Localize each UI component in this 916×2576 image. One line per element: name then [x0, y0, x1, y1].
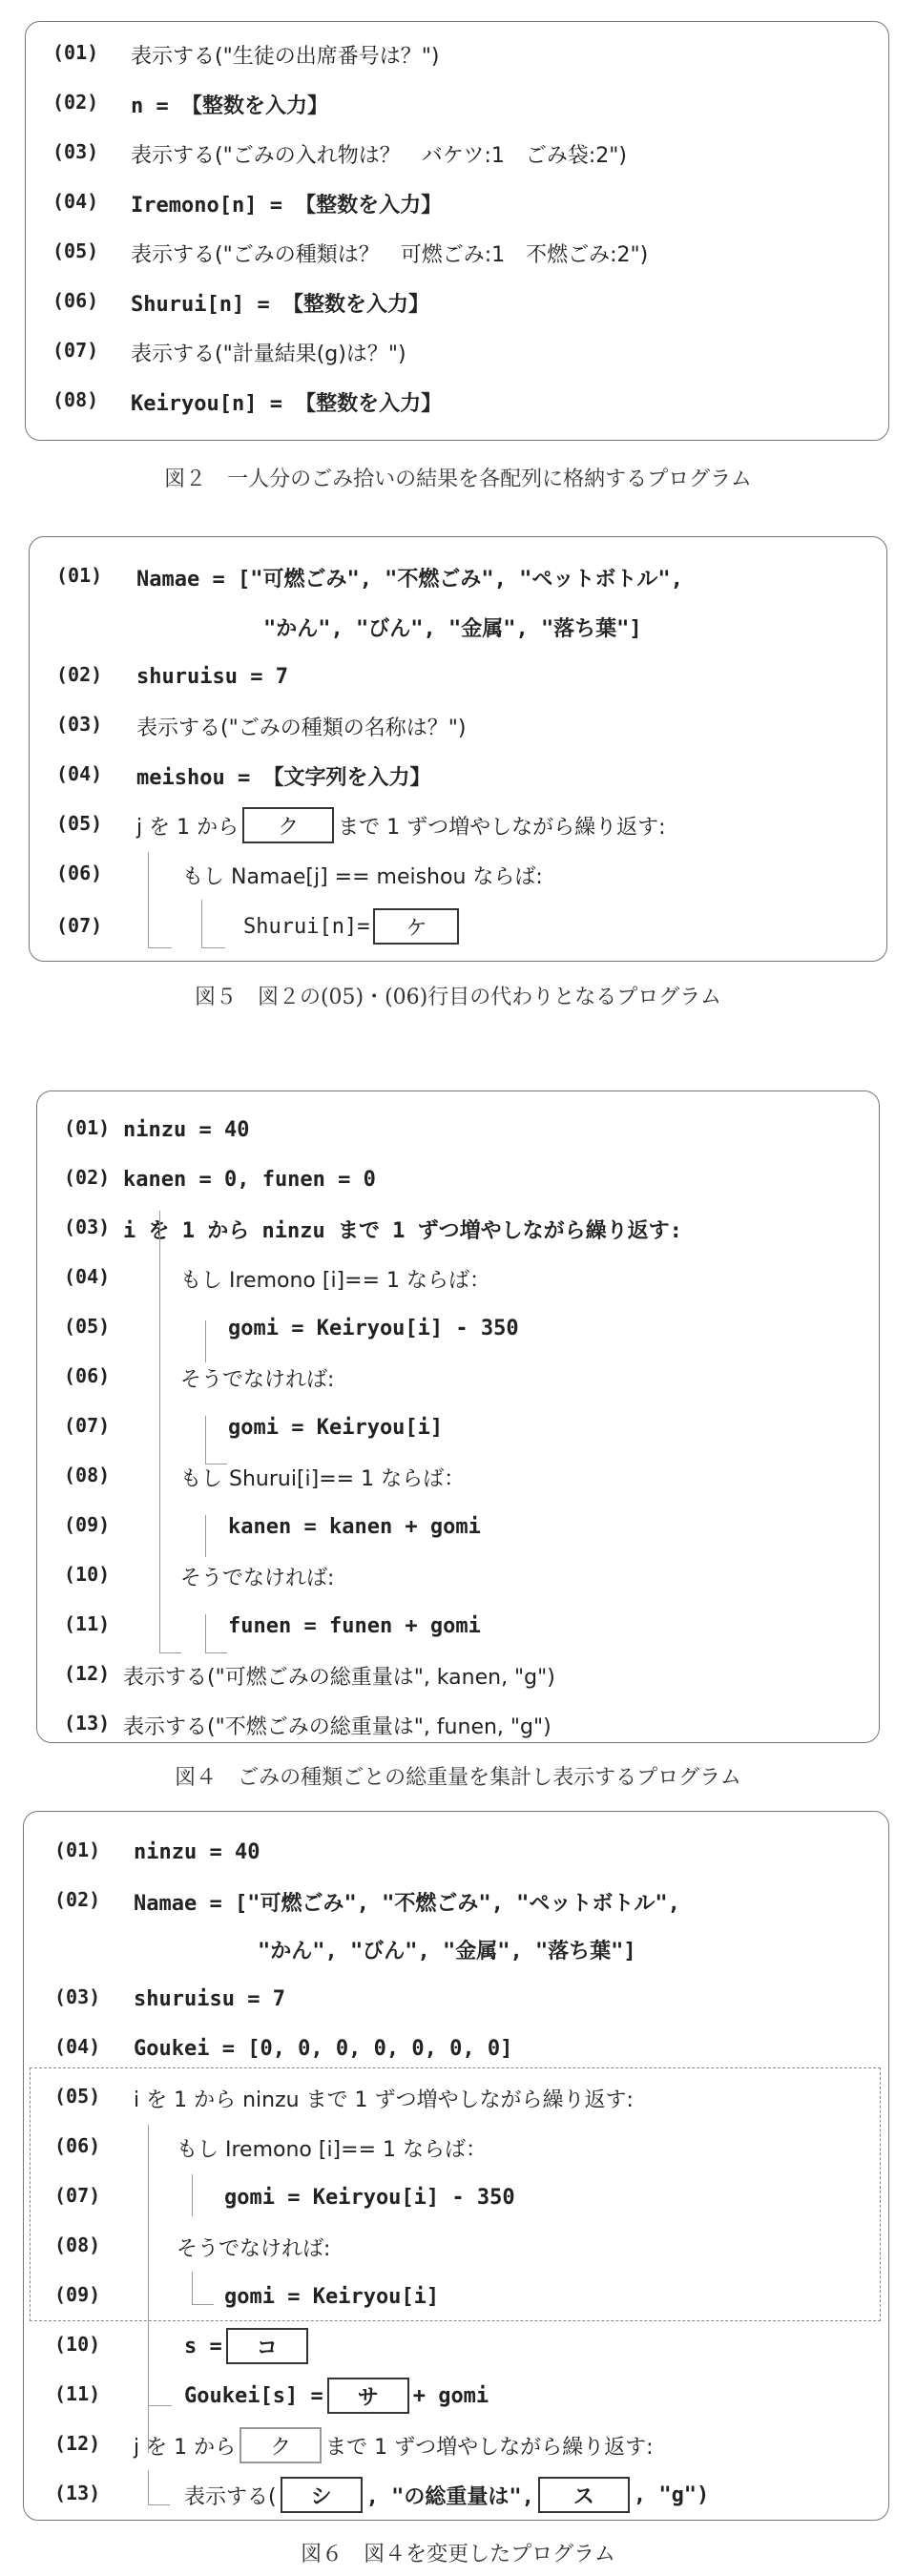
code-line: ninzu = 40 — [123, 1117, 250, 1142]
answer-box-sa: サ — [327, 2378, 409, 2414]
code-text: Shurui[n]= — [243, 914, 370, 939]
line-number: (02) — [52, 91, 99, 114]
code-text: j を 1 から — [136, 815, 239, 840]
code-line: Goukei = [0, 0, 0, 0, 0, 0, 0] — [134, 2036, 513, 2061]
line-number: (01) — [64, 1116, 111, 1139]
fig2-caption: 図２ 一人分のごみ拾いの結果を各配列に格納するプログラム — [164, 467, 752, 491]
line-number: (05) — [64, 1315, 111, 1338]
code-line: もし Shurui[i]== 1 ならば： — [180, 1466, 466, 1491]
code-line: 表示する("計量結果(g)は？") — [131, 342, 406, 366]
code-line: gomi = Keiryou[i] - 350 — [228, 1316, 519, 1340]
code-line: もし Iremono [i]== 1 ならば： — [177, 2137, 487, 2162]
code-line: kanen = 0, funen = 0 — [123, 1167, 376, 1192]
code-text: s = — [184, 2334, 222, 2358]
code-line: 表示する("ごみの種類の名称は？") — [136, 716, 467, 740]
code-line: shuruisu = 7 — [134, 1986, 285, 2011]
code-text: + gomi — [412, 2383, 489, 2408]
line-number: (08) — [54, 2233, 101, 2256]
code-line: ninzu = 40 — [134, 1839, 260, 1864]
line-number: (04) — [54, 2035, 101, 2058]
code-text: まで 1 ずつ増やしながら繰り返す: — [325, 2435, 654, 2460]
code-line: 表示する("生徒の出席番号は？") — [131, 44, 440, 69]
line-number: (03) — [52, 140, 99, 163]
code-text: , "g") — [633, 2483, 710, 2507]
line-number: (05) — [56, 812, 103, 835]
answer-box-ku: ク — [242, 807, 334, 843]
indent-guide — [205, 1416, 227, 1465]
fig5-caption: 図５ 図２の(05)・(06)行目の代わりとなるプログラム — [194, 986, 722, 1009]
line-number: (13) — [64, 1712, 111, 1735]
line-number: (12) — [64, 1662, 111, 1685]
indent-guide — [159, 1614, 181, 1653]
answer-box-ko: コ — [226, 2328, 308, 2364]
line-number: (12) — [54, 2432, 101, 2455]
code-line: もし Namae[j] == meishou ならば: — [182, 864, 543, 889]
code-line: Shurui[n] = 【整数を入力】 — [131, 292, 429, 317]
line-number: (05) — [52, 239, 99, 262]
code-line: Namae = ["可燃ごみ", "不燃ごみ", "ペットボトル", — [136, 567, 683, 592]
line-number: (04) — [56, 762, 103, 785]
code-line: もし Iremono [i]== 1 ならば： — [180, 1268, 490, 1293]
code-text: 表示する( — [184, 2484, 277, 2509]
line-number: (04) — [64, 1265, 111, 1288]
indent-guide — [201, 900, 225, 948]
code-line: i を 1 から ninzu まで 1 ずつ増やしながら繰り返す: — [134, 2088, 634, 2112]
line-number: (10) — [54, 2333, 101, 2356]
indent-guide — [159, 1211, 160, 1636]
indent-guide — [192, 2174, 193, 2216]
line-number: (07) — [56, 914, 103, 937]
line-number: (02) — [64, 1166, 111, 1189]
line-number: (09) — [64, 1513, 111, 1536]
code-line: gomi = Keiryou[i] — [228, 1415, 444, 1440]
code-line: funen = funen + gomi — [228, 1613, 481, 1638]
code-line: 表示する("ごみの入れ物は？ バケツ:1 ごみ袋:2") — [131, 143, 628, 168]
fig4-caption: 図４ ごみの種類ごとの総重量を集計し表示するプログラム — [175, 1766, 741, 1790]
code-line: gomi = Keiryou[i] — [224, 2284, 440, 2309]
answer-box-ke: ケ — [373, 908, 459, 945]
code-text: Goukei[s] = — [184, 2383, 323, 2408]
line-number: (06) — [56, 862, 103, 884]
line-number: (07) — [54, 2184, 101, 2207]
code-line: Iremono[n] = 【整数を入力】 — [131, 193, 443, 218]
line-number: (01) — [52, 41, 99, 64]
line-number: (13) — [54, 2482, 101, 2504]
code-line — [134, 2420, 654, 2470]
code-line: meishou = 【文字列を入力】 — [136, 765, 431, 790]
line-number: (06) — [52, 289, 99, 312]
indent-guide — [148, 2470, 170, 2505]
code-line — [136, 800, 666, 850]
line-number: (08) — [52, 388, 99, 411]
code-line: 表示する("不燃ごみの総重量は", funen, "g") — [123, 1714, 552, 1739]
code-line — [243, 902, 463, 951]
code-line: そうでなければ: — [177, 2236, 331, 2261]
fig2-code-panel — [25, 21, 889, 441]
code-line: i を 1 から ninzu まで 1 ずつ増やしながら繰り返す: — [123, 1218, 682, 1243]
code-line — [184, 2371, 489, 2420]
line-number: (03) — [64, 1215, 111, 1238]
line-number: (04) — [52, 190, 99, 213]
code-line: "かん", "びん", "金属", "落ち葉"] — [258, 1939, 636, 1963]
code-line: kanen = kanen + gomi — [228, 1514, 481, 1539]
code-line: Keiryou[n] = 【整数を入力】 — [131, 391, 443, 416]
line-number: (03) — [54, 1985, 101, 2008]
code-line — [184, 2470, 709, 2520]
line-number: (01) — [54, 1839, 101, 1861]
line-number: (08) — [64, 1464, 111, 1486]
line-number: (11) — [54, 2382, 101, 2405]
line-number: (03) — [56, 713, 103, 736]
line-number: (06) — [64, 1364, 111, 1387]
fig6-caption: 図６ 図４を変更したプログラム — [301, 2543, 615, 2566]
answer-box-su: ス — [538, 2477, 630, 2513]
code-line: Namae = ["可燃ごみ", "不燃ごみ", "ペットボトル", — [134, 1891, 680, 1916]
code-text: まで 1 ずつ増やしながら繰り返す: — [338, 815, 666, 840]
code-text: j を 1 から — [134, 2435, 237, 2460]
indent-guide — [148, 2371, 172, 2406]
fig4-code-panel — [36, 1091, 880, 1743]
line-number: (07) — [52, 339, 99, 362]
code-line: 表示する("可燃ごみの総重量は", kanen, "g") — [123, 1665, 555, 1690]
line-number: (11) — [64, 1612, 111, 1635]
line-number: (09) — [54, 2283, 101, 2306]
line-number: (02) — [56, 663, 103, 686]
code-line — [184, 2321, 312, 2371]
code-line: 表示する("ごみの種類は？ 可燃ごみ:1 不燃ごみ:2") — [131, 242, 649, 267]
fig6-code-panel — [23, 1811, 889, 2521]
answer-box-shi: シ — [281, 2477, 363, 2513]
indent-guide — [192, 2272, 214, 2305]
line-number: (05) — [54, 2085, 101, 2108]
code-line: "かん", "びん", "金属", "落ち葉"] — [263, 616, 642, 641]
indent-guide — [205, 1614, 227, 1653]
code-line: shuruisu = 7 — [136, 664, 288, 689]
line-number: (02) — [54, 1888, 101, 1911]
line-number: (01) — [56, 564, 103, 587]
code-line: gomi = Keiryou[i] - 350 — [224, 2185, 515, 2210]
line-number: (07) — [64, 1414, 111, 1437]
answer-box-ku: ク — [239, 2427, 322, 2463]
indent-guide — [148, 900, 172, 948]
indent-guide — [205, 1320, 206, 1362]
fig5-code-panel — [29, 536, 887, 962]
code-line: そうでなければ: — [180, 1566, 335, 1590]
code-line: n = 【整数を入力】 — [131, 93, 328, 118]
line-number: (06) — [54, 2134, 101, 2157]
code-text: , "の総重量は", — [365, 2484, 534, 2509]
code-line: そうでなければ: — [180, 1367, 335, 1392]
indent-guide — [205, 1515, 206, 1557]
line-number: (10) — [64, 1563, 111, 1586]
